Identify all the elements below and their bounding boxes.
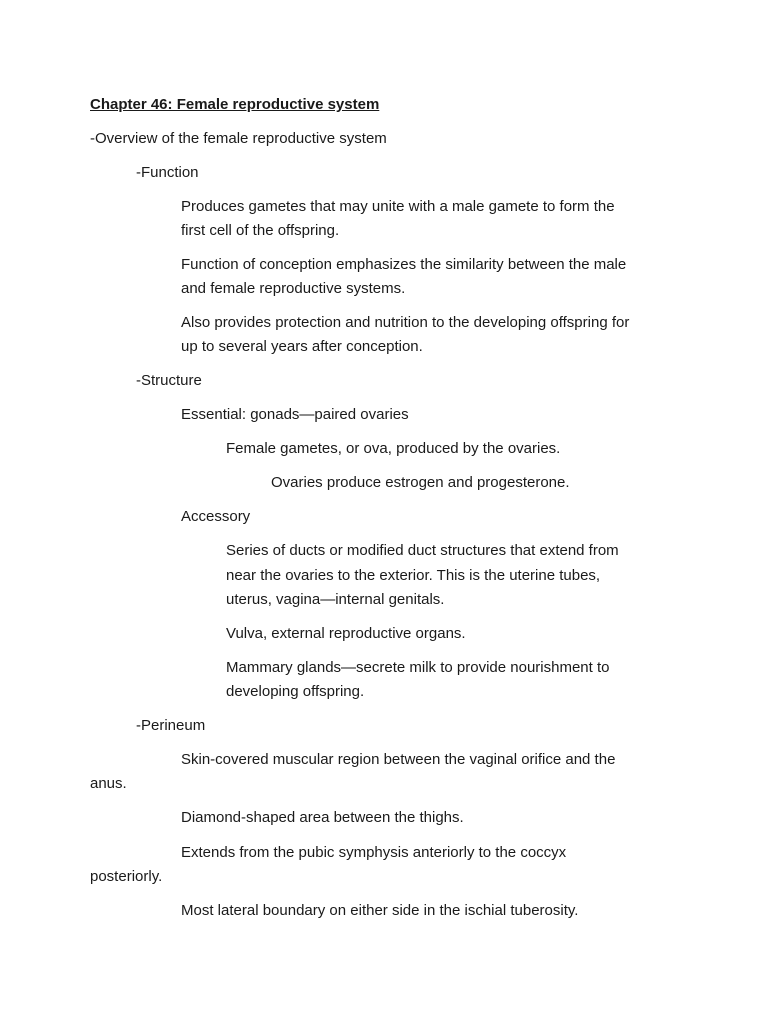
chapter-title: Chapter 46: Female reproductive system [90, 96, 380, 113]
paragraph-line: Skin-covered muscular region between the vaginal orifice and the [181, 751, 616, 768]
paragraph-line: Most lateral boundary on either side in the ischial tuberosity. [181, 902, 579, 919]
subheading-perineum: -Perineum [136, 717, 206, 734]
paragraph-line: Essential: gonads—paired ovaries [181, 406, 409, 423]
paragraph-line: Diamond-shaped area between the thighs. [181, 809, 464, 826]
paragraph-line: Series of ducts or modified duct structures that extend from [226, 542, 619, 559]
paragraph-line: developing offspring. [226, 683, 365, 700]
paragraph-line: anus. [90, 775, 127, 792]
subheading-function: -Function [136, 164, 199, 181]
paragraph-line: near the ovaries to the exterior. This is the uterine tubes, [226, 567, 601, 584]
paragraph-line: Mammary glands—secrete milk to provide nourishment to [226, 659, 610, 676]
paragraph-line: and female reproductive systems. [181, 280, 406, 297]
paragraph-line: Vulva, external reproductive organs. [226, 625, 466, 642]
paragraph-line: Ovaries produce estrogen and progesterone. [271, 474, 570, 491]
paragraph-line: uterus, vagina—internal genitals. [226, 591, 445, 608]
paragraph-line: Also provides protection and nutrition to the developing offspring for [181, 314, 630, 331]
subheading-structure: -Structure [136, 372, 202, 389]
paragraph-line: Function of conception emphasizes the similarity between the male [181, 256, 627, 273]
paragraph-line: first cell of the offspring. [181, 222, 340, 239]
section-heading-overview: -Overview of the female reproductive system [90, 130, 387, 147]
paragraph-line: Female gametes, or ova, produced by the ovaries. [226, 440, 561, 457]
paragraph-line: Extends from the pubic symphysis anteriorly to the coccyx [181, 844, 567, 861]
paragraph-line: Produces gametes that may unite with a male gamete to form the [181, 198, 615, 215]
paragraph-line: Accessory [181, 508, 251, 525]
paragraph-line: posteriorly. [90, 868, 163, 885]
paragraph-line: up to several years after conception. [181, 338, 423, 355]
